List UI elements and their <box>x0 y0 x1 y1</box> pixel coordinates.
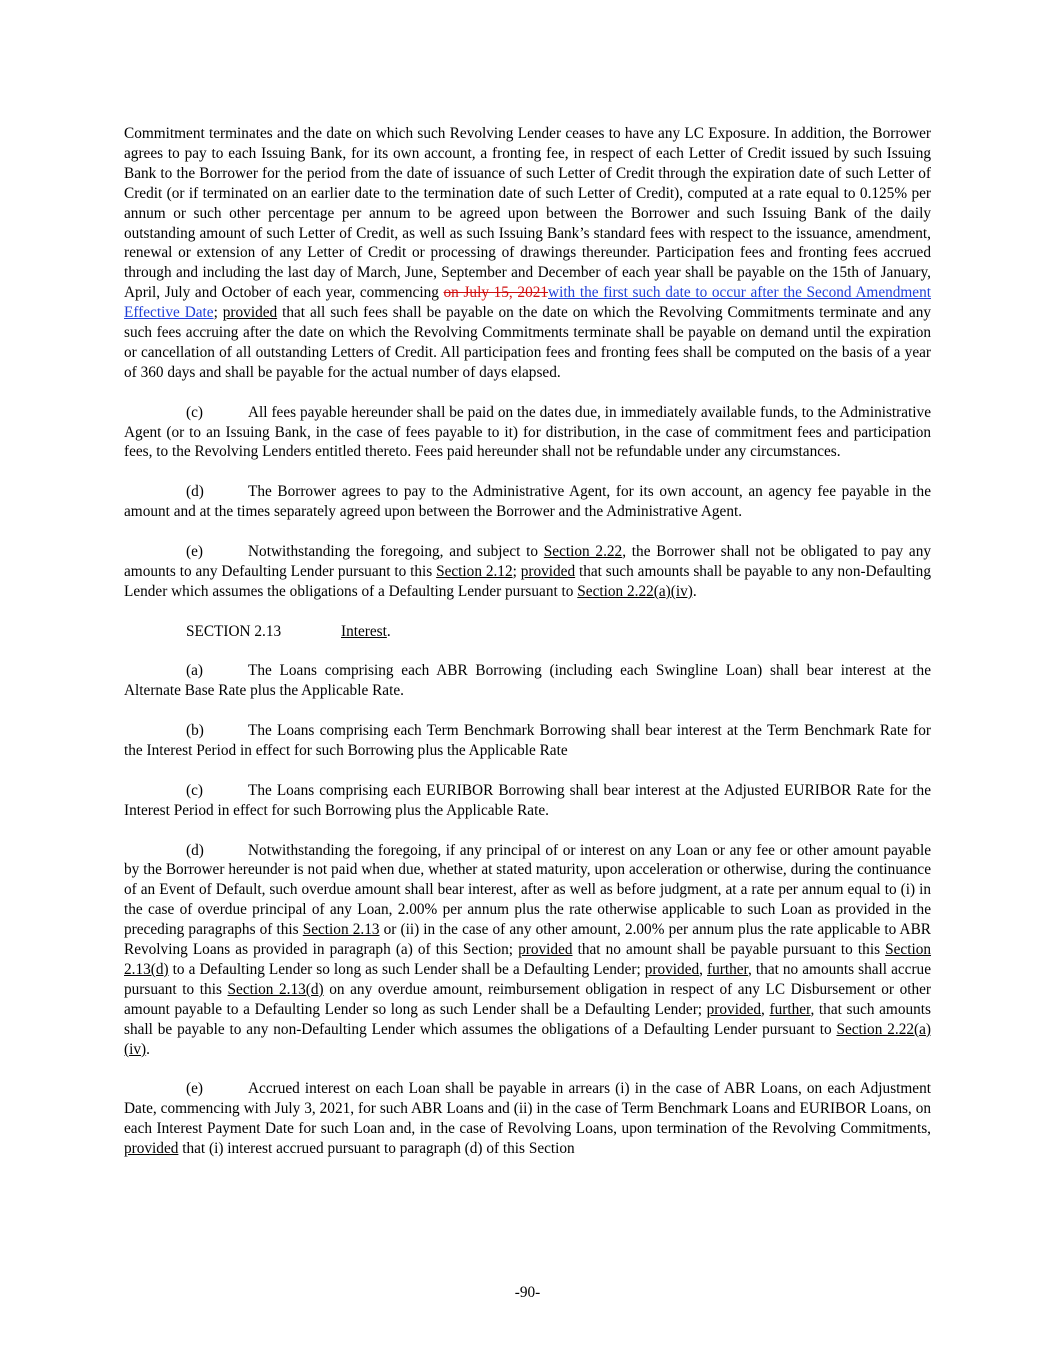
deleted-text: on July 15, 2021 <box>443 284 549 302</box>
further-term: further <box>707 960 749 978</box>
section-reference: Section 2.13 <box>302 921 380 939</box>
provided-term: provided <box>644 960 700 978</box>
interest-paragraph-e: (e) Accrued interest on each Loan shall be payable in arrears (i) in the case of ABR Loans, on each Adjustment Date, commencing with July 3, 2021, for such ABR Loans and (ii) in the case of Term Benchmark Loans and EURIBOR Loans, on each Interest Payment Date for such Loan and, in the case of Revolving Loans, upon termination of the Revolving Commitments, provided that (i) interest accrued pursuant to paragraph (d) of this Section <box>124 1080 931 1158</box>
interest-paragraph-a: (a) The Loans comprising each ABR Borrowing (including each Swingline Loan) shall bear interest at the Alternate Base Rate plus the Applicable Rate. <box>124 662 931 700</box>
section-reference: Section 2.22(a)(iv) <box>577 582 693 600</box>
paragraph-label: (a) <box>186 662 203 680</box>
paragraph-label: (e) <box>186 1080 203 1098</box>
provided-term: provided <box>518 941 573 959</box>
interest-paragraph-c: (c) The Loans comprising each EURIBOR Borrowing shall bear interest at the Adjusted EURIBOR Rate for the Interest Period in effect for such Borrowing plus the Applicable Rate. <box>124 781 931 819</box>
interest-paragraph-d: (d) Notwithstanding the foregoing, if any principal of or interest on any Loan or any fee or other amount payable by the Borrower hereunder is not paid when due, whether at stated maturity, upon acceleration or otherwise, during the continuance of an Event of Default, such overdue amount shall bear interest, after as well as before judgment, at a rate per annum equal to (i) in the case of overdue principal of any Loan, 2.00% per annum plus the rate otherwise applicable to such Loan as provided in the preceding paragraphs of this Section 2.13 or (ii) in the case of any other amount, 2.00% per annum plus the rate applicable to ABR Revolving Loans as provided in paragraph (a) of this Section; provided that no amount shall be payable pursuant to this Section 2.13(d) to a Defaulting Lender so long as such Lender shall be a Defaulting Lender; provided, further, that no amounts shall accrue pursuant to this Section 2.13(d) on any overdue amount, reimbursement obligation in respect of any LC Disbursement or other amount payable to a Defaulting Lender so long as such Lender shall be a Defaulting Lender; provided, further, that such amounts shall be payable to any non-Defaulting Lender which assumes the obligations of a Defaulting Lender pursuant to Section 2.22(a)(iv). <box>124 841 932 1058</box>
section-title: Interest <box>341 622 387 640</box>
paragraph-label: (c) <box>186 781 203 799</box>
paragraph-e: (e) Notwithstanding the foregoing, and subject to Section 2.22, the Borrower shall not be obligated to pay any amounts to any Defaulting Lender pursuant to this Section 2.12; provided that such amounts shall be payable to any non-Defaulting Lender which assumes the obligations of a Defaulting Lender pursuant to Section 2.22(a)(iv). <box>124 542 932 600</box>
section-reference: Section 2.12 <box>436 562 513 580</box>
section-reference: Section 2.13(d) <box>124 941 932 978</box>
interest-paragraph-b: (b) The Loans comprising each Term Benchmark Borrowing shall bear interest at the Term Benchmark Rate for the Interest Period in effect for such Borrowing plus the Applicable Rate <box>124 722 931 759</box>
provided-term: provided <box>222 304 278 322</box>
paragraph-label: (e) <box>186 542 203 560</box>
section-heading: SECTION 2.13 Interest. <box>186 622 391 640</box>
document-page <box>124 124 931 1179</box>
further-term: further <box>769 1000 811 1018</box>
paragraph-label: (c) <box>186 403 203 421</box>
provided-term: provided <box>520 562 576 580</box>
section-reference: Section 2.22(a)(iv) <box>124 1020 931 1058</box>
paragraph-label: (b) <box>186 722 204 740</box>
provided-term: provided <box>124 1140 179 1158</box>
provided-term: provided <box>706 1000 762 1018</box>
section-number: SECTION 2.13 <box>186 622 282 640</box>
paragraph-label: (d) <box>186 483 204 501</box>
section-reference: Section 2.13(d) <box>227 980 324 998</box>
section-reference: Section 2.22 <box>543 542 623 560</box>
inserted-text: with the first such date to occur after the Second Amendment Effective Date <box>124 284 931 322</box>
paragraph-letter-of-credit-fees: Commitment terminates and the date on which such Revolving Lender ceases to have any LC Exposure. In addition, the Borrower agrees to pay to each Issuing Bank, for its own account, a fronting fee, in respect of each Letter of Credit issued by such Issuing Bank to the Borrower for the period from the date of issuance of such Letter of Credit through the expiration date of such Letter of Credit (or if terminated on an earlier date to the termination date of such Letter of Credit), computed at a rate equal to 0.125% per annum or such other percentage per annum to be agreed upon between the Borrower and such Issuing Bank of the daily outstanding amount of such Letter of Credit, as well as such Issuing Bank’s standard fees with respect to the issuance, amendment, renewal or extension of any Letter of Credit or processing of drawings thereunder. Participation fees and fronting fees accrued through and including the last day of March, June, September and December of each year shall be payable on the 15th of January, April, July and October of each year, commencing on July 15, 2021with the first such date to occur after the Second Amendment Effective Date; provided that all such fees shall be payable on the date on which the Revolving Commitments terminate and any such fees accruing after the date on which the Revolving Commitments terminate shall be payable on demand until the expiration or cancellation of all outstanding Letters of Credit. All participation fees and fronting fees shall be computed on the basis of a year of 360 days and shall be payable for the actual number of days elapsed. <box>124 125 931 381</box>
paragraph-label: (d) <box>186 841 204 859</box>
paragraph-c: (c) All fees payable hereunder shall be paid on the dates due, in immediately available funds, to the Administrative Agent (or to an Issuing Bank, in the case of fees payable to it) for distribution, in the case of commitment fees and participation fees, to the Revolving Lenders entitled thereto. Fees paid hereunder shall not be refundable under any circumstances. <box>124 403 931 461</box>
page-number: -90- <box>514 1284 541 1301</box>
paragraph-d: (d) The Borrower agrees to pay to the Administrative Agent, for its own account, an agency fee payable in the amount and at the times separately agreed upon between the Borrower and the Administrative Agent. <box>124 483 931 521</box>
